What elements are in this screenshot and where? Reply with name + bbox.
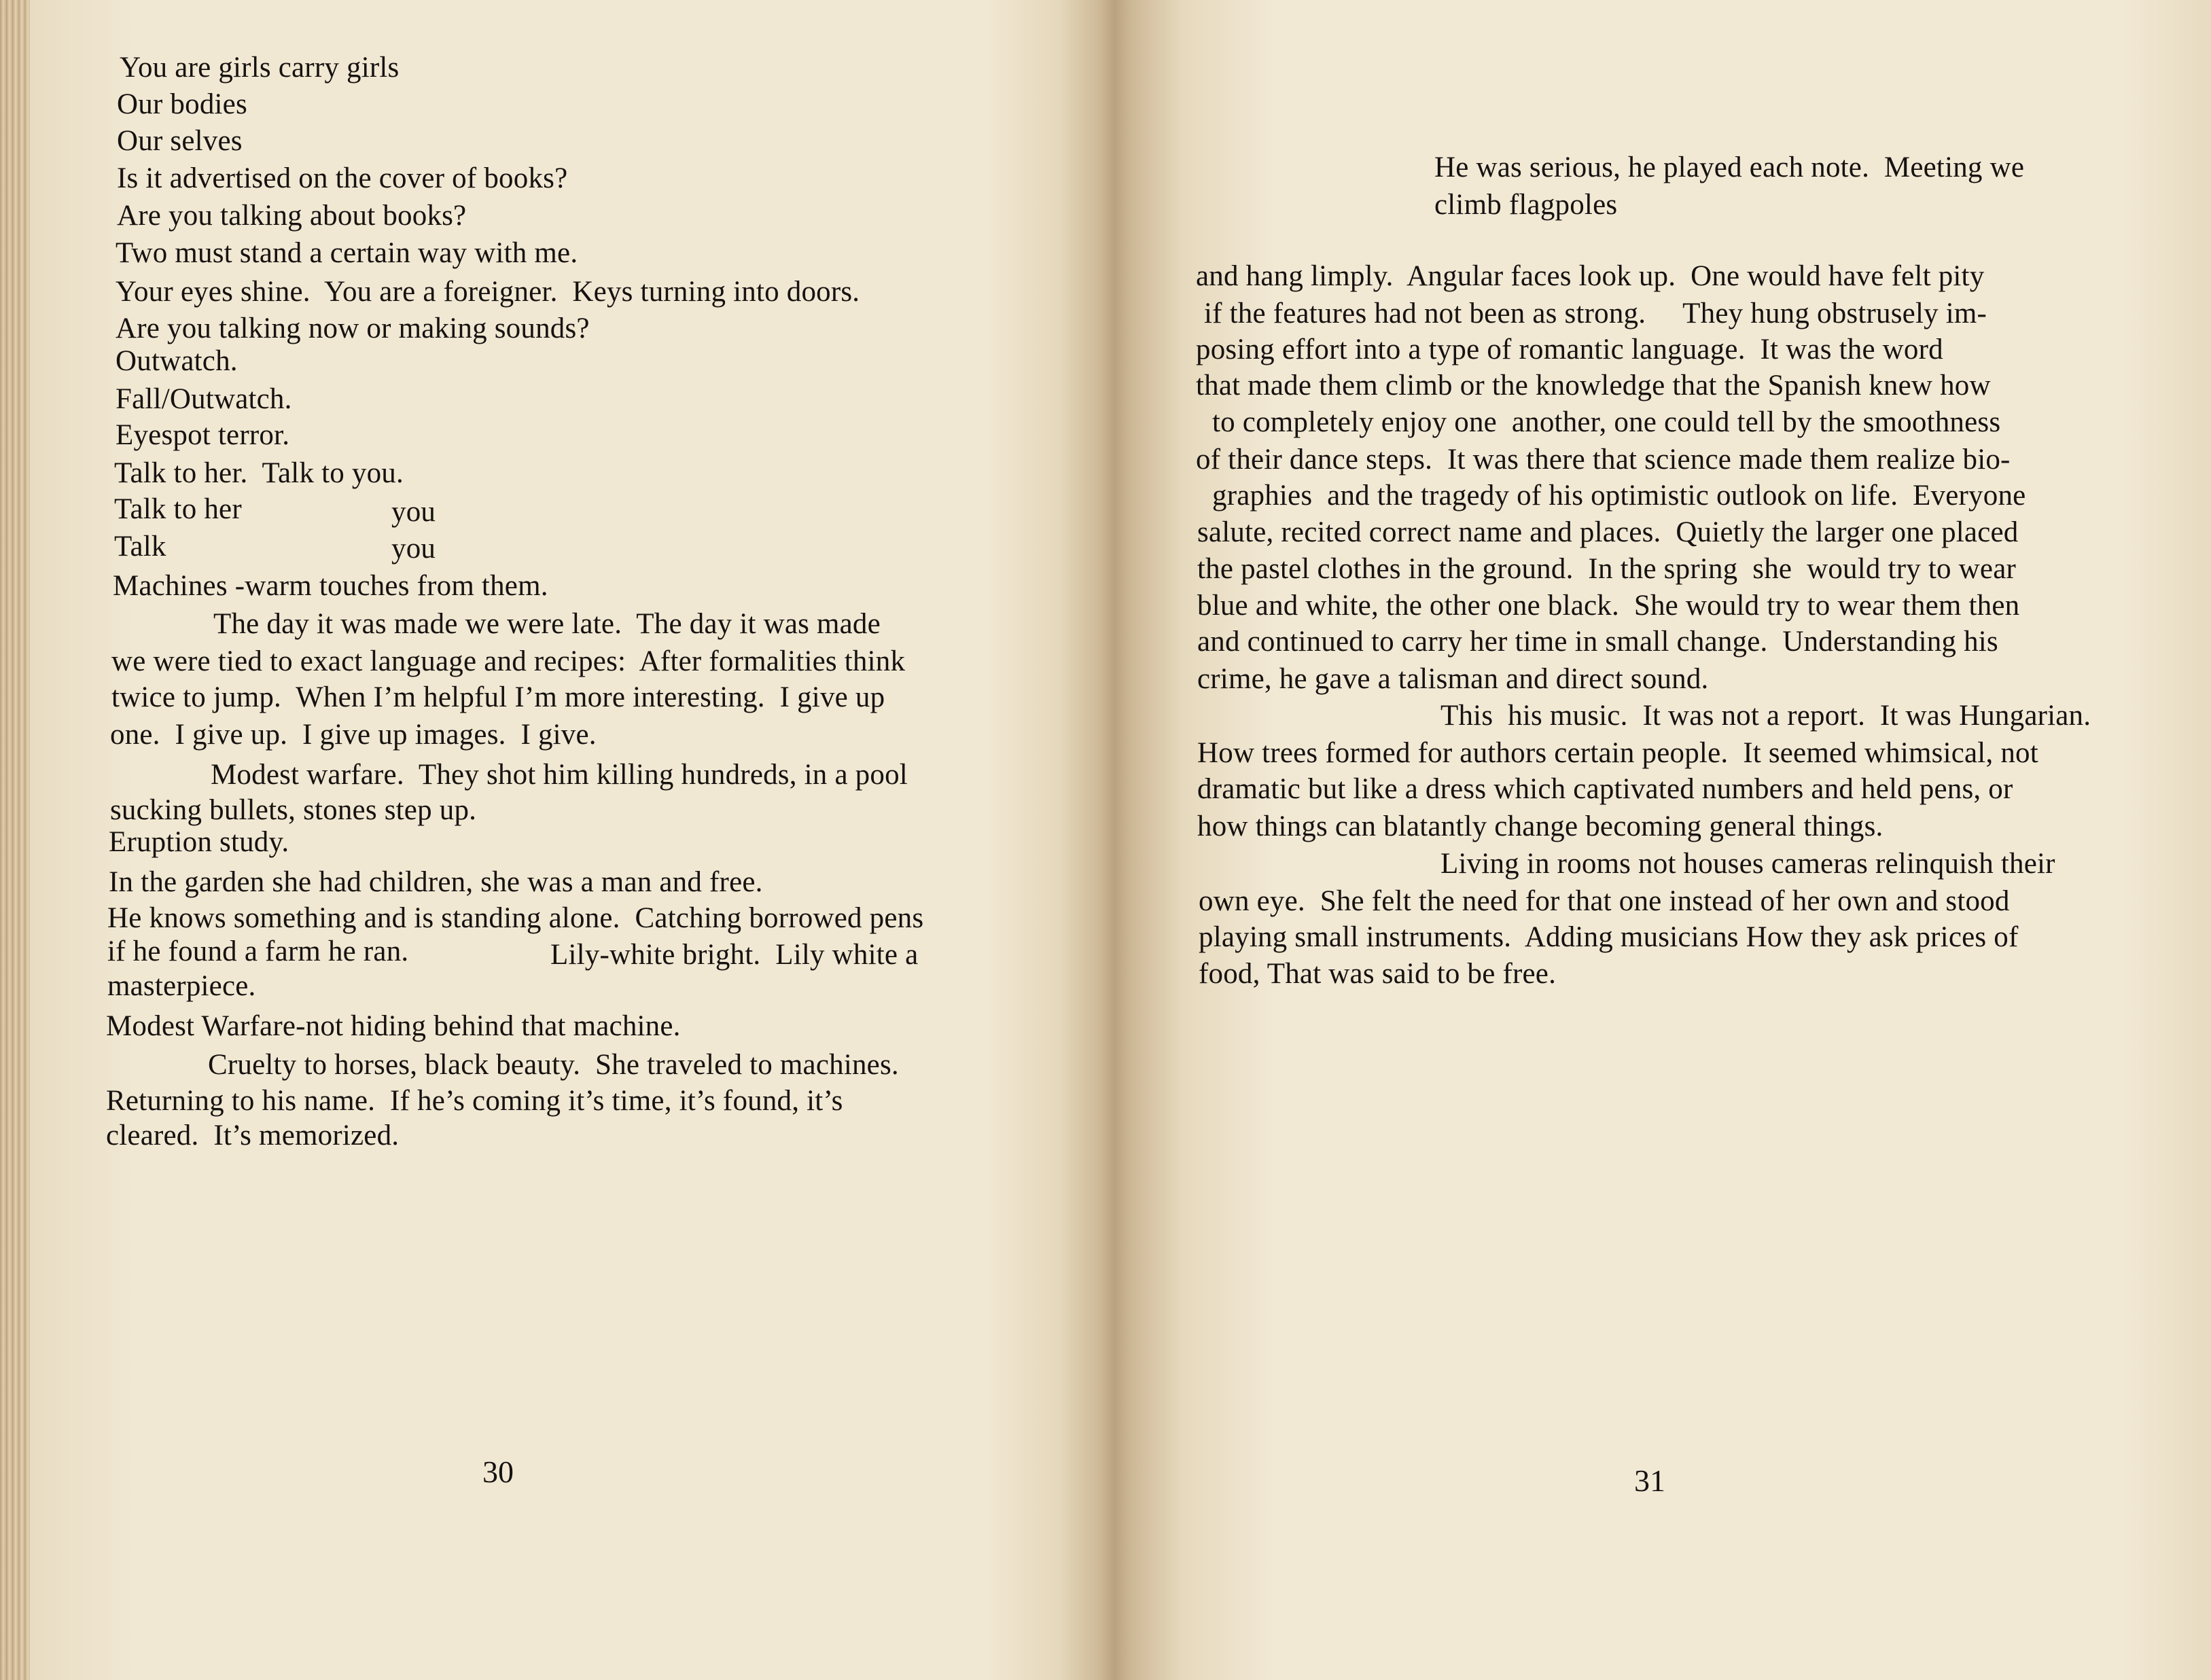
text-line: Talk to her	[114, 493, 242, 525]
text-line: posing effort into a type of romantic language. It was the word	[1196, 334, 1943, 365]
text-line: sucking bullets, stones step up.	[110, 794, 477, 826]
text-line: and continued to carry her time in small change. Understanding his	[1197, 626, 1998, 658]
text-line: This his music. It was not a report. It was Hungarian.	[1440, 700, 2091, 732]
text-line: You are girls carry girls	[120, 52, 400, 84]
text-line: Your eyes shine. You are a foreigner. Keys turning into doors.	[116, 276, 860, 308]
right-page	[1114, 0, 2211, 1680]
text-line: Is it advertised on the cover of books?	[117, 162, 568, 194]
text-line: own eye. She felt the need for that one instead of her own and stood	[1199, 885, 2010, 917]
text-line: Modest warfare. They shot him killing hundreds, in a pool	[211, 759, 908, 791]
text-line: of their dance steps. It was there that science made them realize bio-	[1196, 444, 2011, 476]
text-line: salute, recited correct name and places. Quietly the larger one placed	[1197, 516, 2019, 548]
text-line: Living in rooms not houses cameras relinquish their	[1440, 848, 2055, 880]
text-line: Eruption study.	[109, 826, 289, 858]
text-line: climb flagpoles	[1434, 189, 1618, 221]
text-line: Our bodies	[117, 88, 247, 120]
text-line: playing small instruments. Adding musicians How they ask prices of	[1199, 921, 2019, 953]
page-number: 31	[1634, 1463, 1665, 1498]
text-line: that made them climb or the knowledge that the Spanish knew how	[1196, 370, 1991, 401]
text-line: Eyespot terror.	[116, 419, 290, 451]
text-line: How trees formed for authors certain people. It seemed whimsical, not	[1197, 737, 2038, 769]
text-line: graphies and the tragedy of his optimistic outlook on life. Everyone	[1212, 480, 2026, 512]
text-line: Talk	[114, 531, 166, 562]
text-line: if the features had not been as strong. They hung obstrusely im-	[1204, 298, 1987, 329]
text-line: one. I give up. I give up images. I give.	[110, 719, 597, 751]
text-line: Machines -warm touches from them.	[113, 570, 548, 602]
text-line: Modest Warfare-not hiding behind that machine.	[106, 1010, 681, 1042]
text-line: cleared. It’s memorized.	[106, 1120, 400, 1151]
text-line: we were tied to exact language and recipes: After formalities think	[111, 645, 906, 677]
text-line: Outwatch.	[116, 345, 238, 377]
text-line: Talk to her. Talk to you.	[114, 457, 404, 489]
text-line: you	[391, 496, 436, 528]
text-line: masterpiece.	[107, 970, 256, 1002]
text-line: Two must stand a certain way with me.	[116, 237, 578, 269]
text-line: crime, he gave a talisman and direct sound.	[1197, 663, 1709, 695]
text-line: The day it was made we were late. The day it was made	[213, 608, 881, 640]
text-line: Lily-white bright. Lily white a	[550, 939, 919, 971]
text-line: and hang limply. Angular faces look up. One would have felt pity	[1196, 260, 1985, 292]
text-line: In the garden she had children, she was a man and free.	[109, 866, 763, 898]
text-line: you	[391, 533, 436, 565]
text-line: Fall/Outwatch.	[116, 383, 292, 415]
text-line: He was serious, he played each note. Meeting we	[1434, 151, 2025, 183]
page-number: 30	[482, 1454, 514, 1489]
text-line: the pastel clothes in the ground. In the spring she would try to wear	[1197, 553, 2017, 585]
text-line: food, That was said to be free.	[1199, 958, 1557, 990]
text-line: if he found a farm he ran.	[107, 935, 409, 967]
text-line: to completely enjoy one another, one could tell by the smoothness	[1212, 406, 2001, 438]
text-line: dramatic but like a dress which captivated numbers and held pens, or	[1197, 773, 2013, 805]
text-line: Returning to his name. If he’s coming it’s time, it’s found, it’s	[106, 1085, 843, 1117]
text-line: Cruelty to horses, black beauty. She traveled to machines.	[208, 1049, 899, 1081]
text-line: blue and white, the other one black. She would try to wear them then	[1197, 590, 2020, 622]
text-line: Our selves	[117, 125, 243, 157]
text-line: twice to jump. When I’m helpful I’m more interesting. I give up	[111, 681, 885, 713]
text-line: Are you talking now or making sounds?	[116, 312, 590, 344]
text-line: He knows something and is standing alone. Catching borrowed pens	[107, 902, 924, 934]
text-line: how things can blatantly change becoming general things.	[1197, 810, 1883, 842]
text-line: Are you talking about books?	[117, 200, 467, 232]
